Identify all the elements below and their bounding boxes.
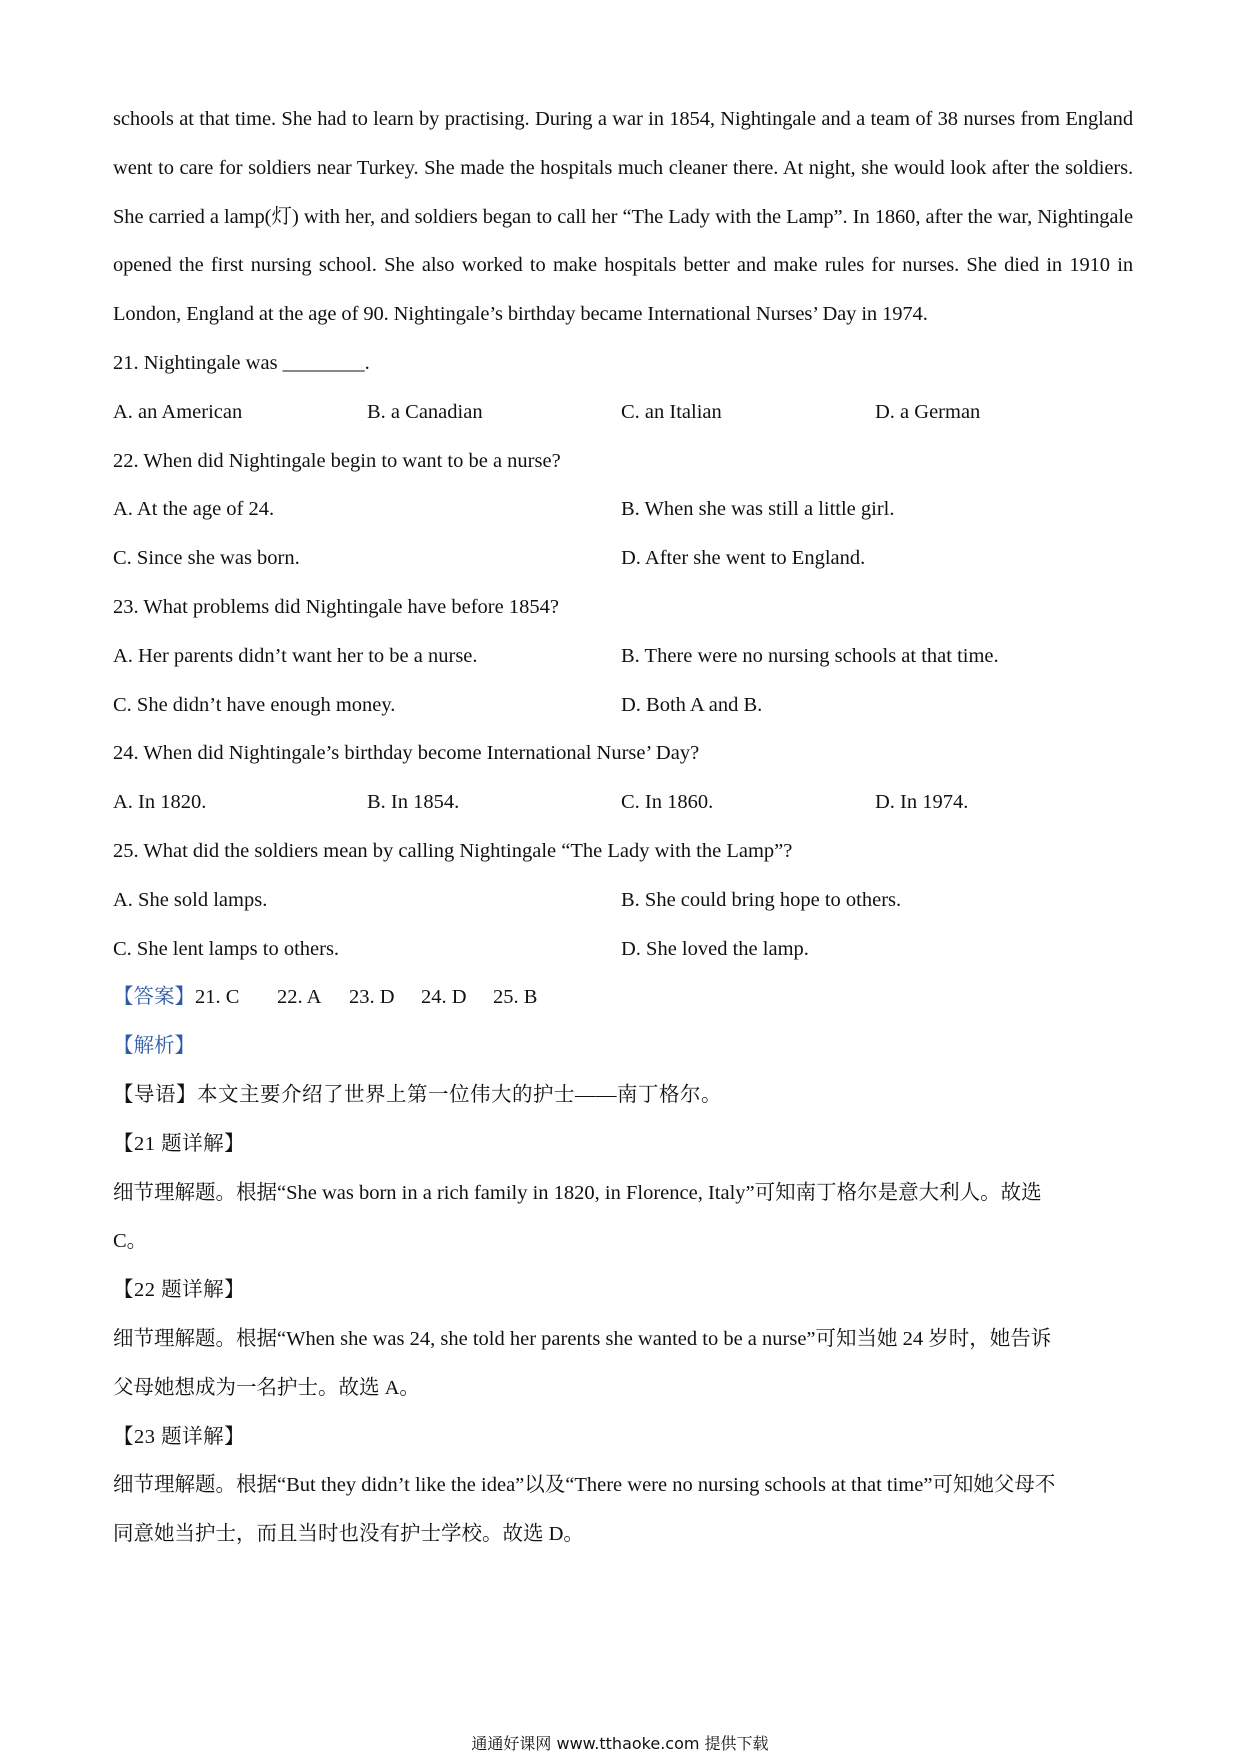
question-21	[113, 339, 1133, 437]
question-options	[113, 388, 1133, 437]
question-options	[113, 632, 1133, 730]
option-c: C. Since she was born.	[113, 547, 300, 570]
question-stem: 21. Nightingale was ________.	[113, 351, 370, 374]
answer-item: 23. D	[349, 986, 395, 1009]
option-a: A. Her parents didn’t want her to be a nurse.	[113, 644, 478, 667]
answer-item: 21. C	[195, 986, 240, 1009]
detail-text-line: 细节理解题。根据“When she was 24, she told her parents she wanted to be a nurse”可知当她 24 岁时，她告诉	[113, 1327, 1052, 1350]
option-a: A. In 1820.	[113, 791, 207, 814]
detail-text-line: 父母她想成为一名护士。故选 A。	[113, 1376, 420, 1399]
option-d: D. a German	[875, 400, 981, 423]
option-c: C. In 1860.	[621, 791, 714, 814]
question-22	[113, 437, 1133, 583]
question-stem: 23. What problems did Nightingale have before 1854?	[113, 595, 559, 618]
detail-text-line: 细节理解题。根据“But they didn’t like the idea”以及“There were no nursing schools at that time”可知她父母不	[113, 1474, 1056, 1497]
detail-21	[113, 1120, 1133, 1266]
option-a: A. an American	[113, 400, 243, 423]
passage-paragraph: schools at that time. She had to learn by practising. During a war in 1854, Nightingale and a team of 38 nurses from England went to care for soldiers near Turkey. She made the hospitals much cleaner there. At night, she would look after the soldiers. She carried a lamp(灯) with her, and soldiers began to call her “The Lady with the Lamp”. In 1860, after the war, Nightingale opened the first nursing school. She also worked to make hospitals better and make rules for nurses. She died in 1910 in London, England at the age of 90. Nightingale’s birthday became International Nurses’ Day in 1974.	[113, 108, 1133, 326]
detail-text-line: 细节理解题。根据“She was born in a rich family in 1820, in Florence, Italy”可知南丁格尔是意大利人。故选	[113, 1181, 1042, 1204]
question-23	[113, 583, 1133, 729]
detail-text-line: C。	[113, 1230, 148, 1253]
question-stem: 24. When did Nightingale’s birthday become International Nurse’ Day?	[113, 742, 700, 765]
option-c: C. an Italian	[621, 400, 722, 423]
page-footer: 通通好课网 www.tthaoke.com 提供下载	[471, 1734, 769, 1753]
question-25	[113, 827, 1133, 973]
option-d: D. In 1974.	[875, 791, 969, 814]
option-b: B. When she was still a little girl.	[621, 498, 895, 521]
answer-item: 22. A	[277, 986, 322, 1009]
answer-item: 25. B	[493, 986, 538, 1009]
detail-heading: 【23 题详解】	[113, 1425, 246, 1448]
detail-22	[113, 1266, 1133, 1412]
detail-heading: 【21 题详解】	[113, 1132, 246, 1155]
answer-label: 【答案】	[113, 986, 195, 1009]
question-options	[113, 485, 1133, 583]
option-b: B. She could bring hope to others.	[621, 888, 902, 911]
question-options	[113, 778, 1133, 827]
option-a: A. She sold lamps.	[113, 888, 268, 911]
option-a: A. At the age of 24.	[113, 498, 275, 521]
question-24	[113, 729, 1133, 827]
analysis-intro: 【导语】本文主要介绍了世界上第一位伟大的护士——南丁格尔。	[113, 1083, 722, 1106]
option-b: B. There were no nursing schools at that time.	[621, 644, 999, 667]
answer-key	[113, 973, 1133, 1022]
question-stem: 22. When did Nightingale begin to want to be a nurse?	[113, 449, 561, 472]
question-options	[113, 876, 1133, 974]
detail-23	[113, 1413, 1133, 1559]
option-c: C. She lent lamps to others.	[113, 937, 340, 960]
answer-item: 24. D	[421, 986, 467, 1009]
option-c: C. She didn’t have enough money.	[113, 693, 396, 716]
option-b: B. a Canadian	[367, 400, 483, 423]
option-b: B. In 1854.	[367, 791, 460, 814]
option-d: D. She loved the lamp.	[621, 937, 809, 960]
document-content	[113, 95, 1133, 1559]
option-d: D. After she went to England.	[621, 547, 866, 570]
option-d: D. Both A and B.	[621, 693, 763, 716]
detail-text-line: 同意她当护士，而且当时也没有护士学校。故选 D。	[113, 1523, 584, 1546]
detail-heading: 【22 题详解】	[113, 1279, 246, 1302]
question-stem: 25. What did the soldiers mean by calling Nightingale “The Lady with the Lamp”?	[113, 839, 793, 862]
analysis-label: 【解析】	[113, 1035, 195, 1058]
